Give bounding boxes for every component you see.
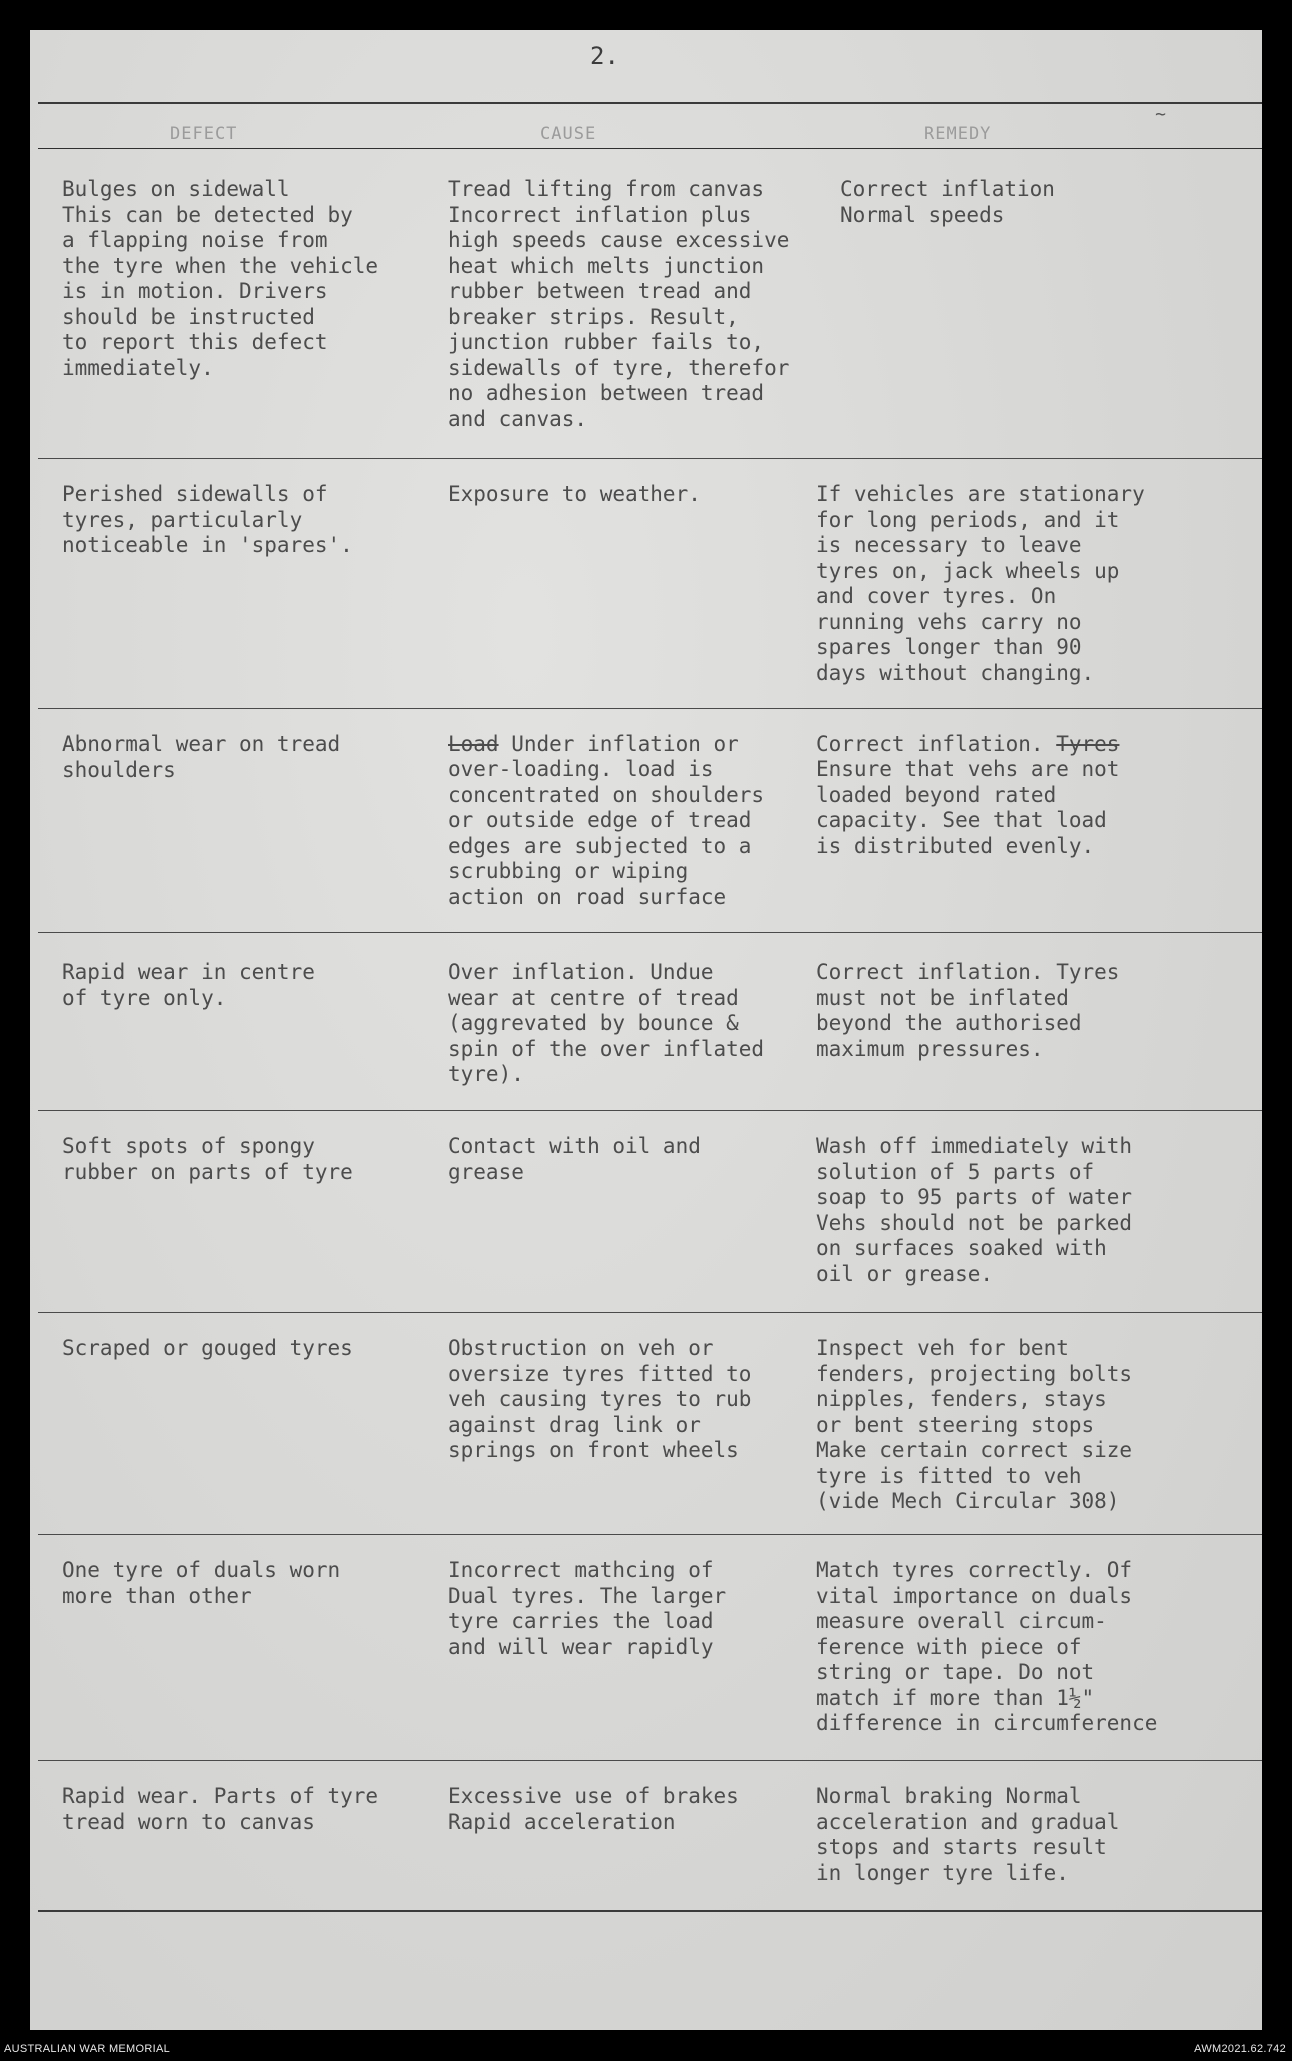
row-5-defect: Soft spots of spongy rubber on parts of tyre (62, 1134, 353, 1184)
row-5-remedy: Wash off immediately with solution of 5 parts of soap to 95 parts of water Vehs should not be parked on surfaces soaked with oil or grease. (816, 1134, 1133, 1286)
row-3-defect: Abnormal wear on tread shoulders (62, 732, 341, 782)
row-divider (38, 708, 1262, 709)
row-4-defect: Rapid wear in centre of tyre only. (62, 960, 315, 1010)
archive-credit: AUSTRALIAN WAR MEMORIAL (4, 2043, 171, 2055)
row-8-defect: Rapid wear. Parts of tyre tread worn to canvas (62, 1784, 379, 1834)
struck-word: Load (448, 732, 499, 756)
document-page (30, 30, 1262, 2030)
row-3-remedy-first-line (816, 732, 1119, 758)
column-header-cause: CAUSE (540, 124, 597, 144)
row-2-defect: Perished sidewalls of tyres, particularly noticeable in 'spares'. (62, 482, 353, 557)
remedy-first-line-text: Correct inflation. (816, 732, 1057, 756)
row-divider (38, 1760, 1262, 1761)
row-2-cause: Exposure to weather. (448, 482, 701, 506)
row-4-cause: Over inflation. Undue wear at centre of tread (aggrevated by bounce & spin of the over inflated tyre). (448, 960, 765, 1086)
row-divider (38, 1534, 1262, 1535)
row-divider (38, 1110, 1262, 1111)
row-7-cause: Incorrect mathcing of Dual tyres. The larger tyre carries the load and will wear rapidly (448, 1558, 727, 1659)
pencil-mark-icon: ~ (1155, 104, 1166, 125)
row-1-remedy: Correct inflation Normal speeds (840, 177, 1055, 227)
row-divider (38, 458, 1262, 459)
row-7-defect: One tyre of duals worn more than other (62, 1558, 341, 1608)
header-bottom-rule (38, 148, 1262, 149)
header-top-rule (38, 102, 1262, 104)
struck-word: Tyres (1056, 732, 1120, 756)
archive-reference: AWM2021.62.742 (1194, 2043, 1286, 2055)
row-6-remedy: Inspect veh for bent fenders, projecting bolts nipples, fenders, stays or bent steering stops Make certain correct size tyre is fitted to veh (vide Mech Circular 308) (816, 1336, 1133, 1513)
row-1-cause: Tread lifting from canvas Incorrect inflation plus high speeds cause excessive heat which melts junction rubber between tread and breaker strips. Result, junction rubber fails to, sidewalls of tyre, therefor no adhesion between tread and canvas. (448, 177, 790, 431)
row-8-remedy: Normal braking Normal acceleration and gradual stops and starts result in longer tyre life. (816, 1784, 1120, 1885)
row-8-cause: Excessive use of brakes Rapid acceleration (448, 1784, 739, 1834)
table-bottom-rule (38, 1910, 1262, 1912)
row-3-cause: over-loading. load is concentrated on shoulders or outside edge of tread edges are subjected to a scrubbing or wiping action on road surface (448, 757, 765, 909)
row-divider (38, 932, 1262, 933)
row-1-defect: Bulges on sidewall This can be detected by a flapping noise from the tyre when the vehicle is in motion. Drivers should be instructed to report this defect immediately. (62, 177, 379, 380)
row-2-remedy: If vehicles are stationary for long periods, and it is necessary to leave tyres on, jack wheels up and cover tyres. On running vehs carry no spares longer than 90 days without changing. (816, 482, 1145, 685)
column-header-defect: DEFECT (170, 124, 238, 144)
row-3-cause-first-line (448, 732, 739, 758)
cause-first-line-text: Under inflation or (498, 732, 739, 756)
row-3-remedy: Ensure that vehs are not loaded beyond rated capacity. See that load is distributed evenly. (816, 757, 1120, 858)
page-number: 2. (590, 42, 619, 70)
column-header-remedy: REMEDY (924, 124, 992, 144)
row-7-remedy: Match tyres correctly. Of vital importance on duals measure overall circum- ference with piece of string or tape. Do not match if more than 1½" difference in circumference (816, 1558, 1158, 1735)
row-6-cause: Obstruction on veh or oversize tyres fitted to veh causing tyres to rub against drag link or springs on front wheels (448, 1336, 752, 1462)
row-6-defect: Scraped or gouged tyres (62, 1336, 353, 1360)
row-divider (38, 1312, 1262, 1313)
row-4-remedy: Correct inflation. Tyres must not be inflated beyond the authorised maximum pressures. (816, 960, 1120, 1061)
row-5-cause: Contact with oil and grease (448, 1134, 701, 1184)
